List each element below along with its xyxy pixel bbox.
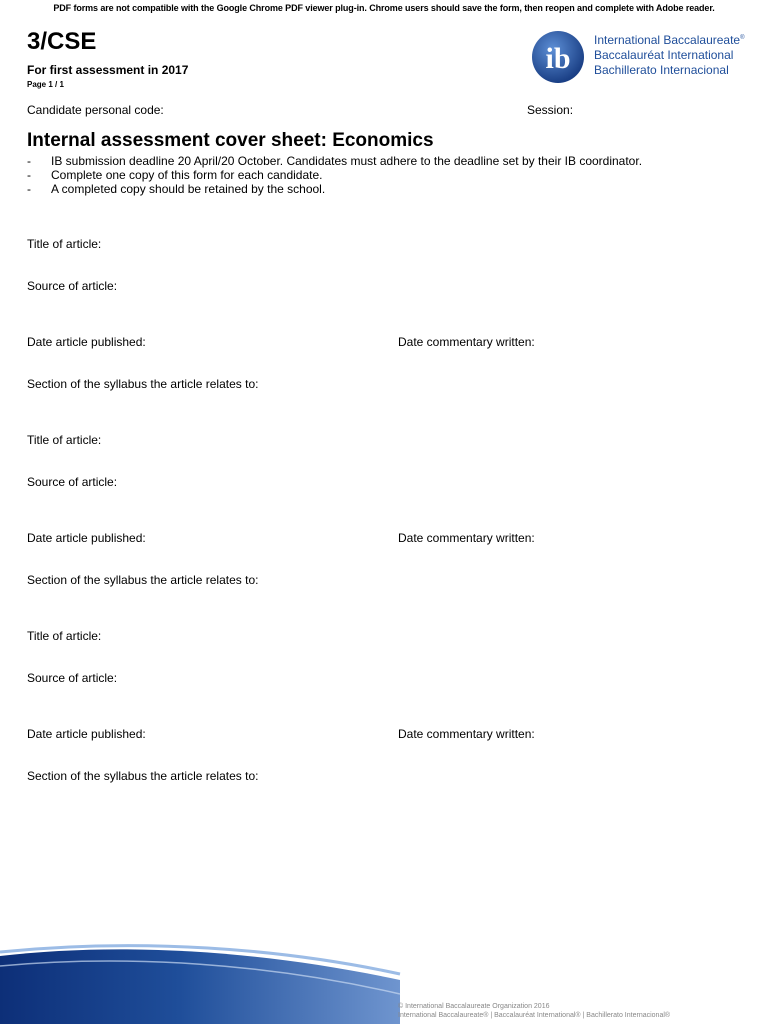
article-1-published-label: Date article published:: [27, 335, 146, 349]
session-label: Session:: [527, 103, 574, 117]
article-1-syllabus-label: Section of the syllabus the article relates to:: [27, 377, 259, 391]
ib-logo: [530, 28, 750, 86]
candidate-code-label: Candidate personal code:: [27, 103, 164, 117]
article-3-source-label: Source of article:: [27, 671, 118, 685]
ib-logo-icon: [530, 28, 590, 86]
article-3-written-label: Date commentary written:: [398, 727, 535, 741]
instructions-list: [27, 154, 642, 196]
logo-line-french: Baccalauréat International: [594, 48, 734, 62]
pdf-compatibility-notice: PDF forms are not compatible with the Google Chrome PDF viewer plug-in. Chrome users should save the form, then reopen and complete with Adobe reader.: [53, 3, 715, 13]
article-2-written-label: Date commentary written:: [398, 531, 535, 545]
article-2-syllabus-label: Section of the syllabus the article relates to:: [27, 573, 259, 587]
trademark-line: International Baccalaureate® | Baccalauréat International® | Bachillerato Internacional®: [398, 1012, 671, 1019]
registered-mark: ®: [740, 35, 745, 41]
page-number: Page 1 / 1: [27, 80, 64, 89]
instruction-item: - Complete one copy of this form for each candidate.: [27, 168, 323, 182]
page-title: Internal assessment cover sheet: Economics: [27, 130, 434, 151]
article-3-syllabus-label: Section of the syllabus the article relates to:: [27, 769, 259, 783]
article-3-title-label: Title of article:: [27, 629, 102, 643]
article-2-title-label: Title of article:: [27, 433, 102, 447]
article-1-written-label: Date commentary written:: [398, 335, 535, 349]
article-1-source-label: Source of article:: [27, 279, 118, 293]
article-1-title-label: Title of article:: [27, 237, 102, 251]
instruction-item: - A completed copy should be retained by the school.: [27, 182, 326, 196]
article-3-published-label: Date article published:: [27, 727, 146, 741]
article-2-source-label: Source of article:: [27, 475, 118, 489]
copyright-line: © International Baccalaureate Organization 2016: [398, 1003, 550, 1010]
copyright-notice: [398, 1002, 670, 1020]
instruction-item: - IB submission deadline 20 April/20 October. Candidates must adhere to the deadline set by their IB coordinator.: [27, 154, 643, 168]
article-2-published-label: Date article published:: [27, 531, 146, 545]
first-assessment-note: For first assessment in 2017: [27, 63, 189, 77]
form-code: 3/CSE: [27, 28, 97, 55]
ib-logo-wordmark: [594, 31, 745, 78]
logo-line-spanish: Bachillerato Internacional: [594, 63, 729, 77]
ib-logo-mark: ib: [545, 42, 571, 75]
logo-line-english: International Baccalaureate: [594, 33, 741, 47]
